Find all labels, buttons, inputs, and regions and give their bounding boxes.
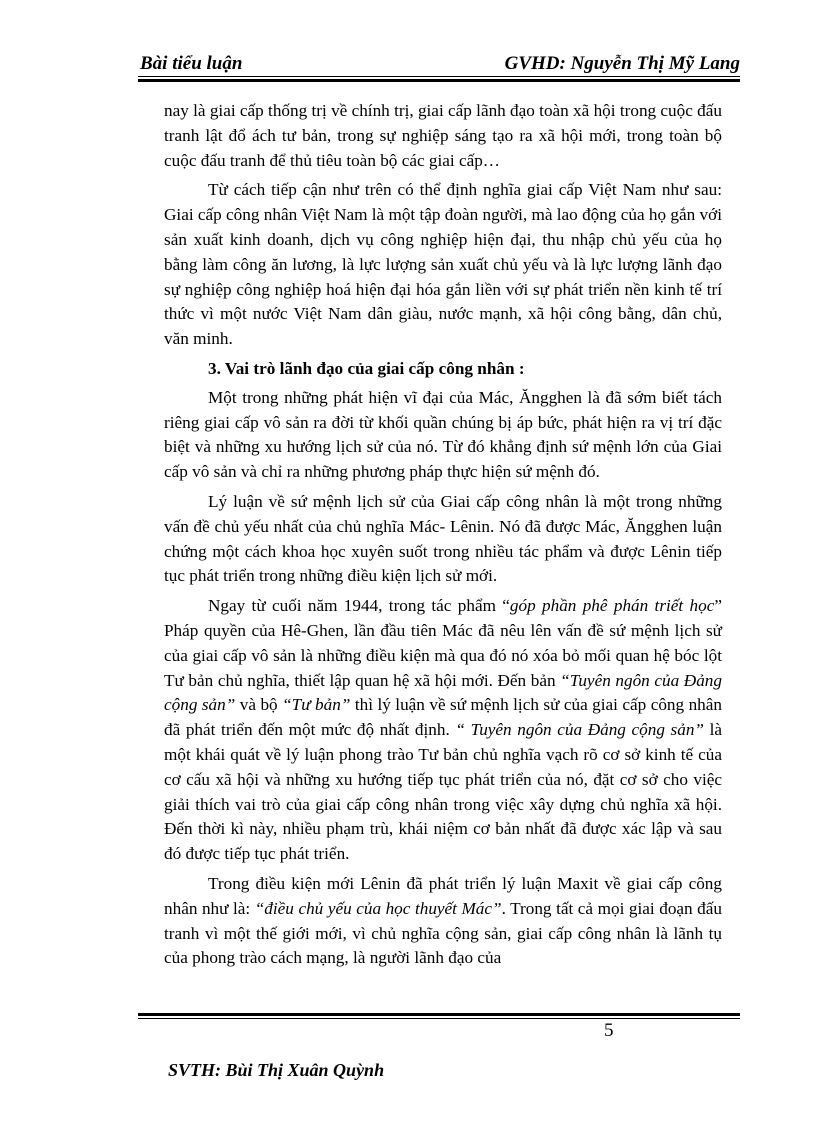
header-divider — [138, 76, 740, 82]
paragraph-continuation: nay là giai cấp thống trị về chính trị, giai cấp lãnh đạo toàn xã hội trong cuộc đấu tranh lật đổ ách tư bản, trong sự nghiệp sáng tạo ra xã hội mới, trong toàn bộ cuộc đấu tranh để thủ tiêu toàn bộ các giai cấp… — [164, 101, 722, 170]
italic-run: “Tư bản” — [282, 695, 351, 715]
paragraph-history — [164, 594, 722, 867]
italic-run: “điều chủ yếu của học thuyết Mác” — [254, 898, 502, 918]
italic-run: “Tuyên ngôn của Đảng cộng sản” — [164, 670, 722, 715]
header-title: Bài tiểu luận — [140, 53, 243, 74]
paragraph-definition: Từ cách tiếp cận như trên có thể định nghĩa giai cấp Việt Nam như sau: Giai cấp công nhân Việt Nam là một tập đoàn người, mà lao động của họ gắn với sản xuất kinh doanh, dịch vụ công nghiệp hiện đại, thu nhập chủ yếu của họ bằng làm công ăn lương, là lực lượng sản xuất chủ yếu và là lực lượng lãnh đạo sự nghiệp công nghiệp hoá hiện đại hóa gắn liền với sự phát triển nền kinh tế trí thức vì một nước Việt Nam dân giàu, nước mạnh, xã hội công bằng, dân chủ, văn minh. — [164, 180, 722, 349]
text-run: . Trong tất cả mọi giai đoạn đấu tranh vì một thế giới mới, vì chủ nghĩa cộng sản, giai cấp công nhân là lãnh tụ của phong trào cách mạng, là người lãnh đạo của — [164, 898, 723, 968]
paragraph-discovery: Một trong những phát hiện vĩ đại của Mác, Ăngghen là đã sớm biết tách riêng giai cấp vô sản ra đời từ khối quần chúng bị áp bức, phát hiện ra vị trí đặc biệt và những xu hướng lịch sử của nó. Từ đó khẳng định sứ mệnh lớn của Giai cấp vô sản và chỉ ra những phương pháp thực hiện sứ mệnh đó. — [164, 387, 722, 482]
paragraph-theory: Lý luận về sứ mệnh lịch sử của Giai cấp công nhân là một trong những vấn đề chủ yếu nhất của chủ nghĩa Mác- Lênin. Nó đã được Mác, Ăngghen luận chứng một cách khoa học xuyên suốt trong nhiều tác phẩm và được Lênin tiếp tục phát triển trong những điều kiện lịch sử mới. — [164, 491, 722, 586]
italic-run: góp phần phê phán triết học — [509, 596, 715, 616]
header-supervisor: GVHD: Nguyễn Thị Mỹ Lang — [504, 53, 740, 74]
page-header — [138, 52, 740, 76]
paragraph-lenin — [164, 872, 722, 971]
text-run: và bộ — [235, 695, 283, 715]
document-body — [164, 99, 722, 976]
section-heading: 3. Vai trò lãnh đạo của giai cấp công nhân : — [208, 358, 525, 378]
italic-run: “ Tuyên ngôn của Đảng cộng sản” — [455, 720, 704, 740]
text-run: Trong điều kiện mới Lênin đã phát triển lý luận Maxit về giai cấp công nhân như là: — [164, 873, 722, 918]
text-run: là một khái quát về lý luận phong trào Tư bản chủ nghĩa vạch rõ cơ sở kinh tế của cơ cấu xã hội và những xu hướng tiếp tục phát triển của nó, đặt cơ sở cho việc giải thích vai trò của giai cấp công nhân trong việc xây dựng chủ nghĩa xã hội. Đến thời kì này, nhiều phạm trù, khái niệm cơ bản nhất đã được xác lập và sau đó được tiếp tục phát triển. — [164, 720, 723, 864]
page-footer-author: SVTH: Bùi Thị Xuân Quỳnh — [168, 1060, 385, 1080]
footer-divider — [138, 1013, 740, 1019]
text-run: thì lý luận về sứ mệnh lịch sử của giai cấp công nhân đã phát triển đến một mức độ nhất định. — [164, 695, 722, 740]
text-run: Ngay từ cuối năm 1944, trong tác phẩm “ — [208, 596, 510, 616]
page-number: 5 — [604, 1020, 614, 1041]
text-run: ” Pháp quyền của Hê-Ghen, lần đầu tiên Mác đã nêu lên vấn đề sứ mệnh lịch sử của giai cấp vô sản là những điều kiện mà qua đó nó xóa bỏ mối quan hệ bóc lột Tư bản chủ nghĩa, thiết lập quan hệ xã hội mới. Đến bản — [164, 596, 722, 690]
